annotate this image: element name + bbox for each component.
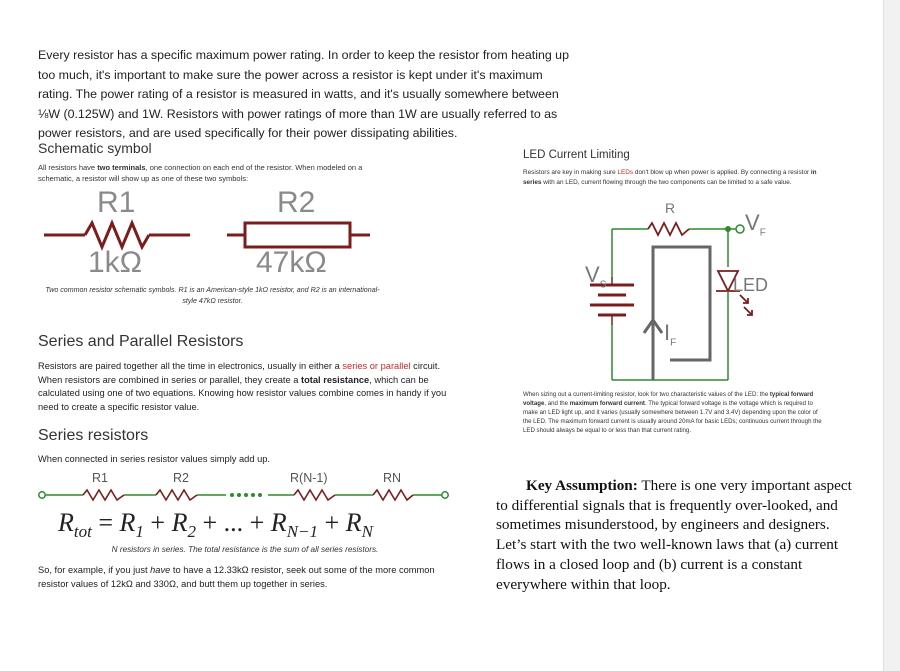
schematic-caption: Two common resistor schematic symbols. R1 is an American-style 1kΩ resistor, and R2 is an international-style 47kΩ resistor. xyxy=(45,286,380,305)
r2-international-resistor-symbol xyxy=(227,223,370,247)
total-resistance-formula: $R_{tot} = R_1 + R_2$ + ... + $R_{N-1} + R_N$ xyxy=(58,508,373,541)
r2-name-label: R2 xyxy=(277,186,316,219)
led-current-limiting-heading: LED Current Limiting xyxy=(523,149,630,161)
r1-american-resistor-symbol xyxy=(44,223,190,247)
forward-voltage-label: $V_F$ xyxy=(745,210,766,239)
series-example-paragraph: So, for example, if you just have to have a 12.33kΩ resistor, seek out some of the more common resistor values of 12kΩ and 330Ω, and butt them up together in series. xyxy=(38,565,435,589)
r1-value-label: 1kΩ xyxy=(88,246,143,279)
series-intro: When connected in series resistor values simply add up. xyxy=(38,454,271,464)
window-edge-scrollbar[interactable] xyxy=(883,0,900,671)
forward-current-label: $I_F$ xyxy=(664,320,677,349)
led-description: Resistors are key in making sure LEDs don't blow up when power is applied. By connecting a resistor in series with an LED, current flowing through the two components can be limited to a safe value. xyxy=(523,169,817,186)
led-circuit-diagram xyxy=(570,205,850,405)
series-parallel-link[interactable]: series or parallel xyxy=(342,361,411,371)
series-label-r1: R1 xyxy=(92,471,108,485)
series-resistors-diagram xyxy=(38,485,458,505)
key-assumption-label: Key Assumption: xyxy=(526,477,638,494)
schematic-heading: Schematic symbol xyxy=(38,140,152,156)
led-label: LED xyxy=(733,275,769,295)
intro-paragraph: Every resistor has a specific maximum power rating. In order to keep the resistor from heating up too much, it's important to make sure the power across a resistor is kept under it's maximum rating. The power rating of a resistor is measured in watts, and it's usually somewhere between ⅛W (0.125W) and 1W. Resistors with power ratings of more than 1W are usually referred to as power resistors, and are used specifically for their power dissipating abilities. xyxy=(38,48,569,141)
schematic-description: All resistors have two terminals, one connection on each end of the resistor. When modeled on a schematic, a resistor will show up as one of these two symbols: xyxy=(38,163,363,183)
series-parallel-paragraph: Resistors are paired together all the time in electronics, usually in either a series or parallel circuit. When resistors are combined in series or parallel, they create a total resistance, which can be calculated using one of two equations. Knowing how resistor values combine comes in handy if you need to create a specific resistor value. xyxy=(38,361,447,412)
series-resistors-heading: Series resistors xyxy=(38,427,149,444)
led-resistor-label: R xyxy=(665,200,676,216)
key-assumption-paragraph: Key Assumption: There is one very important aspect to differential signals that is frequently over-looked, and sometimes misunderstood, by engineers and designers. Let’s start with the two well-known laws that (a) current flows in a closed loop and (b) current is a constant everywhere within that loop. xyxy=(496,477,852,593)
leds-link[interactable]: LEDs xyxy=(617,169,634,176)
series-label-rn-1: R(N-1) xyxy=(290,471,328,485)
r1-name-label: R1 xyxy=(97,186,136,219)
supply-voltage-label: $V_S$ xyxy=(585,262,607,291)
series-parallel-heading: Series and Parallel Resistors xyxy=(38,333,244,350)
series-label-r2: R2 xyxy=(173,471,189,485)
led-sizing-note: When sizing out a current-limiting resistor, look for two characteristic values of the LED: the typical forward voltage, and the maximum forward current. The typical forward voltage is the voltage which is required to make an LED light up, and it varies (usually somewhere between 1.7V and 3.4V) depending upon the color of the LED. The maximum forward current is usually around 20mA for basic LEDs; continuous current through the LED should always be equal to or less than that current rating. xyxy=(523,391,822,434)
series-label-rn: RN xyxy=(383,471,402,485)
series-caption: N resistors in series. The total resistance is the sum of all series resistors. xyxy=(111,545,379,554)
r2-value-label: 47kΩ xyxy=(256,246,327,279)
